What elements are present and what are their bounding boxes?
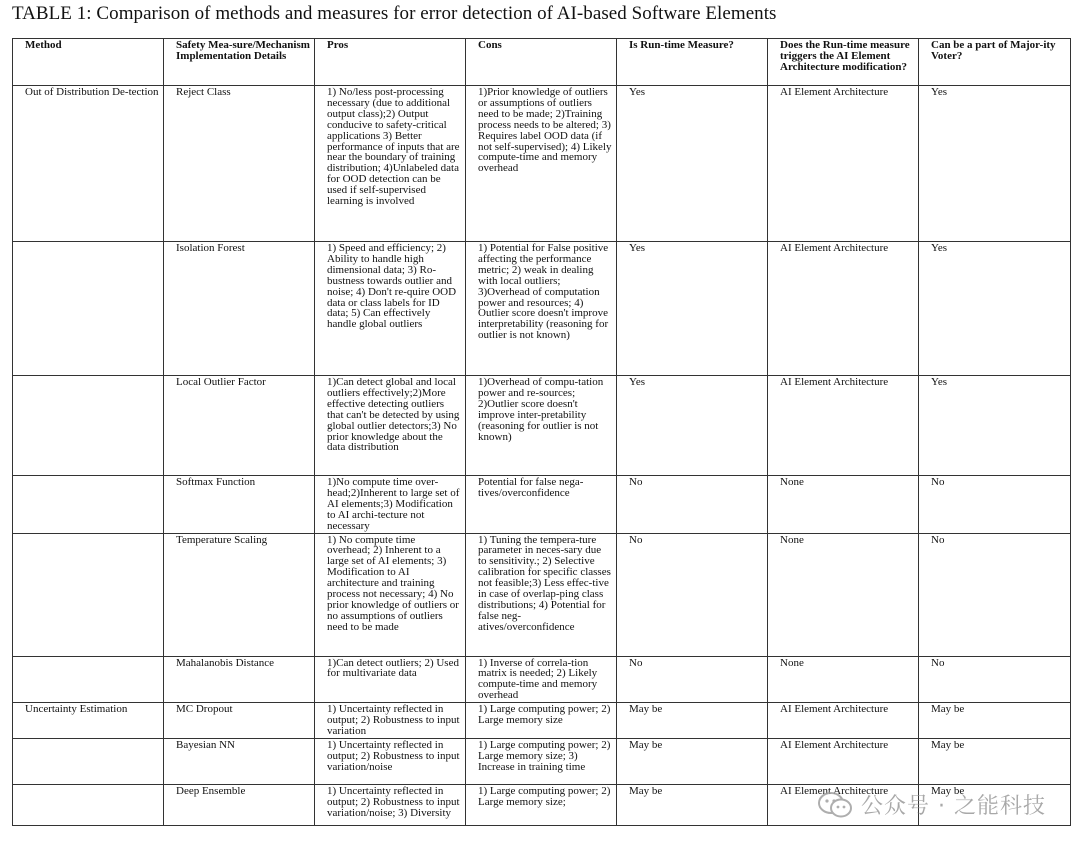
cell-runtime: No xyxy=(617,476,768,534)
cell-majority-voter: Yes xyxy=(919,376,1071,476)
cell-architecture-trigger: AI Element Architecture xyxy=(768,738,919,784)
cell-runtime: Yes xyxy=(617,86,768,242)
cell-safety-measure: Isolation Forest xyxy=(164,242,315,376)
cell-majority-voter: May be xyxy=(919,703,1071,739)
cell-architecture-trigger: AI Element Architecture xyxy=(768,242,919,376)
cell-cons: 1) Tuning the tempera-ture parameter in neces-sary due to sensitivity.; 2) Selective calibration for specific classes not feasible;3) Less effec-tive in case of overlap-ping class distributions; 4) Potential for false neg-atives/overconfidence xyxy=(466,533,617,656)
cell-majority-voter: Yes xyxy=(919,86,1071,242)
cell-safety-measure: Temperature Scaling xyxy=(164,533,315,656)
cell-cons: 1) Inverse of correla-tion matrix is needed; 2) Likely compute-time and memory overhead xyxy=(466,656,617,703)
wechat-logo-icon xyxy=(817,791,853,819)
cell-safety-measure: Softmax Function xyxy=(164,476,315,534)
cell-pros: 1)No compute time over-head;2)Inherent to large set of AI elements;3) Modification to AI archi-tecture not necessary xyxy=(315,476,466,534)
cell-cons: Potential for false nega-tives/overconfidence xyxy=(466,476,617,534)
cell-architecture-trigger: AI Element Architecture xyxy=(768,703,919,739)
cell-architecture-trigger: AI Element Architecture xyxy=(768,86,919,242)
cell-pros: 1) Uncertainty reflected in output; 2) Robustness to input variation/noise; 3) Diversity xyxy=(315,784,466,825)
cell-cons: 1) Large computing power; 2) Large memory size xyxy=(466,703,617,739)
cell-architecture-trigger: None xyxy=(768,533,919,656)
table-row xyxy=(13,242,1071,376)
cell-pros: 1) No/less post-processing necessary (due to additional output class);2) Output conducive to safety-critical applications 3) Better performance of inputs that are near the boundary of training distribution; 4)Unlabeled data for OOD detection can be used if self-supervised learning is involved xyxy=(315,86,466,242)
cell-architecture-trigger: AI Element Architecture xyxy=(768,784,919,825)
comparison-table xyxy=(12,38,1071,826)
cell-method xyxy=(13,656,164,703)
cell-method: Uncertainty Estimation xyxy=(13,703,164,739)
cell-method xyxy=(13,533,164,656)
cell-pros: 1) Uncertainty reflected in output; 2) Robustness to input variation/noise xyxy=(315,738,466,784)
cell-majority-voter: No xyxy=(919,476,1071,534)
cell-majority-voter: May be xyxy=(919,738,1071,784)
table-row xyxy=(13,376,1071,476)
cell-method xyxy=(13,784,164,825)
cell-method xyxy=(13,738,164,784)
cell-method xyxy=(13,376,164,476)
header-method: Method xyxy=(13,39,164,86)
cell-safety-measure: Reject Class xyxy=(164,86,315,242)
cell-pros: 1)Can detect outliers; 2) Used for multivariate data xyxy=(315,656,466,703)
cell-safety-measure: Mahalanobis Distance xyxy=(164,656,315,703)
table-row xyxy=(13,656,1071,703)
table-row xyxy=(13,738,1071,784)
cell-cons: 1) Large computing power; 2) Large memory size; xyxy=(466,784,617,825)
cell-majority-voter: No xyxy=(919,656,1071,703)
cell-cons: 1)Prior knowledge of outliers or assumptions of outliers need to be made; 2)Training process needs to be altered; 3) Requires label OOD data (if not self-supervised); 4) Likely compute-time and memory overhead xyxy=(466,86,617,242)
cell-architecture-trigger: None xyxy=(768,476,919,534)
watermark xyxy=(817,789,1046,820)
cell-method: Out of Distribution De-tection xyxy=(13,86,164,242)
cell-runtime: May be xyxy=(617,703,768,739)
cell-safety-measure: Bayesian NN xyxy=(164,738,315,784)
table-row xyxy=(13,703,1071,739)
header-cons: Cons xyxy=(466,39,617,86)
cell-majority-voter: No xyxy=(919,533,1071,656)
cell-majority-voter: May be xyxy=(919,784,1071,825)
cell-runtime: Yes xyxy=(617,376,768,476)
header-architecture-trigger: Does the Run-time measure triggers the AI Element Architecture modification? xyxy=(768,39,919,86)
cell-architecture-trigger: AI Element Architecture xyxy=(768,376,919,476)
cell-pros: 1) Speed and efficiency; 2) Ability to handle high dimensional data; 3) Ro-bustness towards outlier and noise; 4) Don't re-quire OOD data or class labels for ID data; 5) Can effectively handle global outliers xyxy=(315,242,466,376)
cell-safety-measure: Local Outlier Factor xyxy=(164,376,315,476)
header-majority-voter: Can be a part of Major-ity Voter? xyxy=(919,39,1071,86)
cell-majority-voter: Yes xyxy=(919,242,1071,376)
cell-runtime: Yes xyxy=(617,242,768,376)
cell-cons: 1)Overhead of compu-tation power and re-sources; 2)Outlier score doesn't improve inter-pretability (reasoning for outlier is not known) xyxy=(466,376,617,476)
cell-method xyxy=(13,242,164,376)
watermark-text: 公众号 · 之能科技 xyxy=(861,794,1046,819)
cell-runtime: May be xyxy=(617,784,768,825)
table-header-row xyxy=(13,39,1071,86)
cell-runtime: May be xyxy=(617,738,768,784)
cell-pros: 1) Uncertainty reflected in output; 2) Robustness to input variation xyxy=(315,703,466,739)
table-row xyxy=(13,476,1071,534)
cell-runtime: No xyxy=(617,656,768,703)
cell-safety-measure: MC Dropout xyxy=(164,703,315,739)
cell-architecture-trigger: None xyxy=(768,656,919,703)
cell-safety-measure: Deep Ensemble xyxy=(164,784,315,825)
cell-pros: 1) No compute time overhead; 2) Inherent to a large set of AI elements; 3) Modification to AI architecture and training process not necessary; 4) No prior knowledge of outliers or no assumptions of outliers need to be made xyxy=(315,533,466,656)
header-pros: Pros xyxy=(315,39,466,86)
table-caption: TABLE 1: Comparison of methods and measures for error detection of AI-based Software Elements xyxy=(12,3,777,24)
cell-pros: 1)Can detect global and local outliers effectively;2)More effective detecting outliers that can't be detected by using global outlier detectors;3) No prior knowledge about the data distribution xyxy=(315,376,466,476)
table-row xyxy=(13,86,1071,242)
header-safety-measure: Safety Mea-sure/Mechanism Implementation Details xyxy=(164,39,315,86)
cell-runtime: No xyxy=(617,533,768,656)
cell-method xyxy=(13,476,164,534)
table-row xyxy=(13,533,1071,656)
header-runtime-measure: Is Run-time Measure? xyxy=(617,39,768,86)
cell-cons: 1) Potential for False positive affecting the performance metric; 2) weak in dealing with local outliers; 3)Overhead of computation power and resources; 4) Outlier score doesn't improve interpretability (reasoning for outlier is not known) xyxy=(466,242,617,376)
cell-cons: 1) Large computing power; 2) Large memory size; 3) Increase in training time xyxy=(466,738,617,784)
